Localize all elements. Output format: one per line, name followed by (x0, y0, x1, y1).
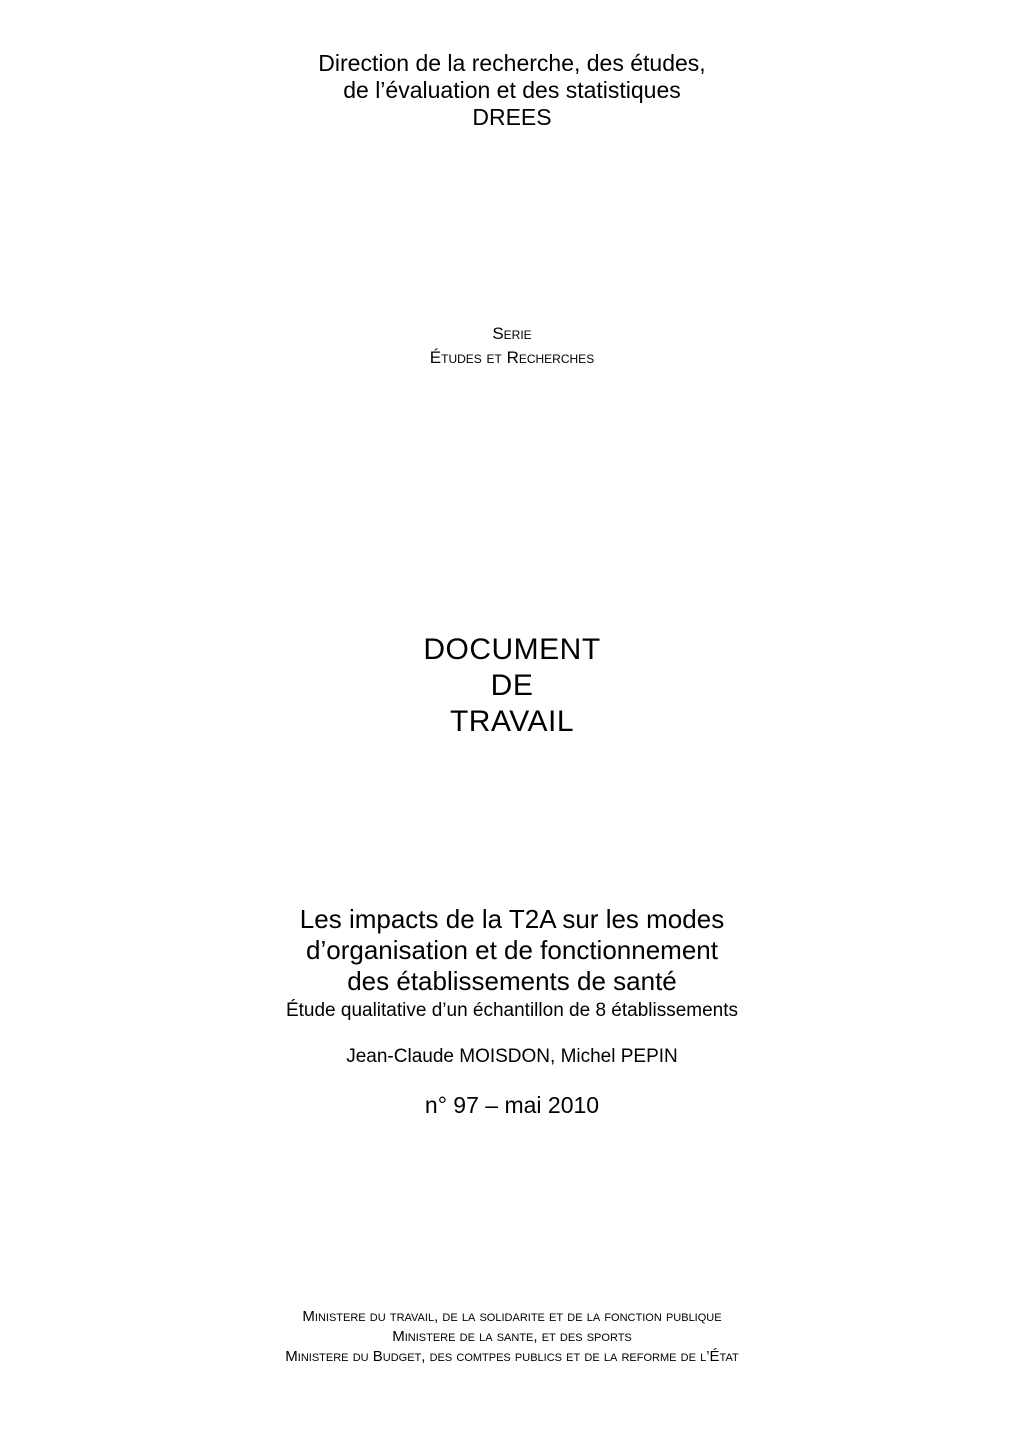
title-line-1: Les impacts de la T2A sur les modes (299, 904, 725, 934)
institution-header (0, 50, 1024, 131)
series-line-2: Études et Recherches (429, 348, 595, 367)
series-line-1: Serie (492, 324, 532, 343)
ministry-line-1: Ministere du travail, de la solidarite et de la fonction publique (302, 1308, 722, 1325)
institution-line-2: de l’évaluation et des statistiques (343, 77, 681, 103)
ministry-line-3: Ministere du Budget, des comtpes publics et de la reforme de l’État (285, 1348, 739, 1365)
document-subtitle: Étude qualitative d’un échantillon de 8 établissements (285, 1000, 739, 1021)
title-line-2: d’organisation et de fonctionnement (306, 935, 718, 965)
document-type-line-1: DOCUMENT (423, 633, 601, 666)
document-type-line-3: TRAVAIL (449, 705, 575, 738)
document-type (0, 632, 1024, 740)
document-title (0, 904, 1024, 997)
institution-acronym: DREES (472, 104, 552, 130)
institution-line-1: Direction de la recherche, des études, (318, 50, 706, 76)
authors: Jean-Claude MOISDON, Michel PEPIN (346, 1046, 678, 1067)
document-type-line-2: DE (490, 669, 534, 702)
title-line-3: des établissements de santé (347, 966, 677, 996)
ministry-line-2: Ministere de la sante, et des sports (392, 1328, 632, 1345)
ministries-footer (0, 1307, 1024, 1367)
series-label (0, 322, 1024, 370)
issue-number-date: n° 97 – mai 2010 (424, 1092, 600, 1118)
